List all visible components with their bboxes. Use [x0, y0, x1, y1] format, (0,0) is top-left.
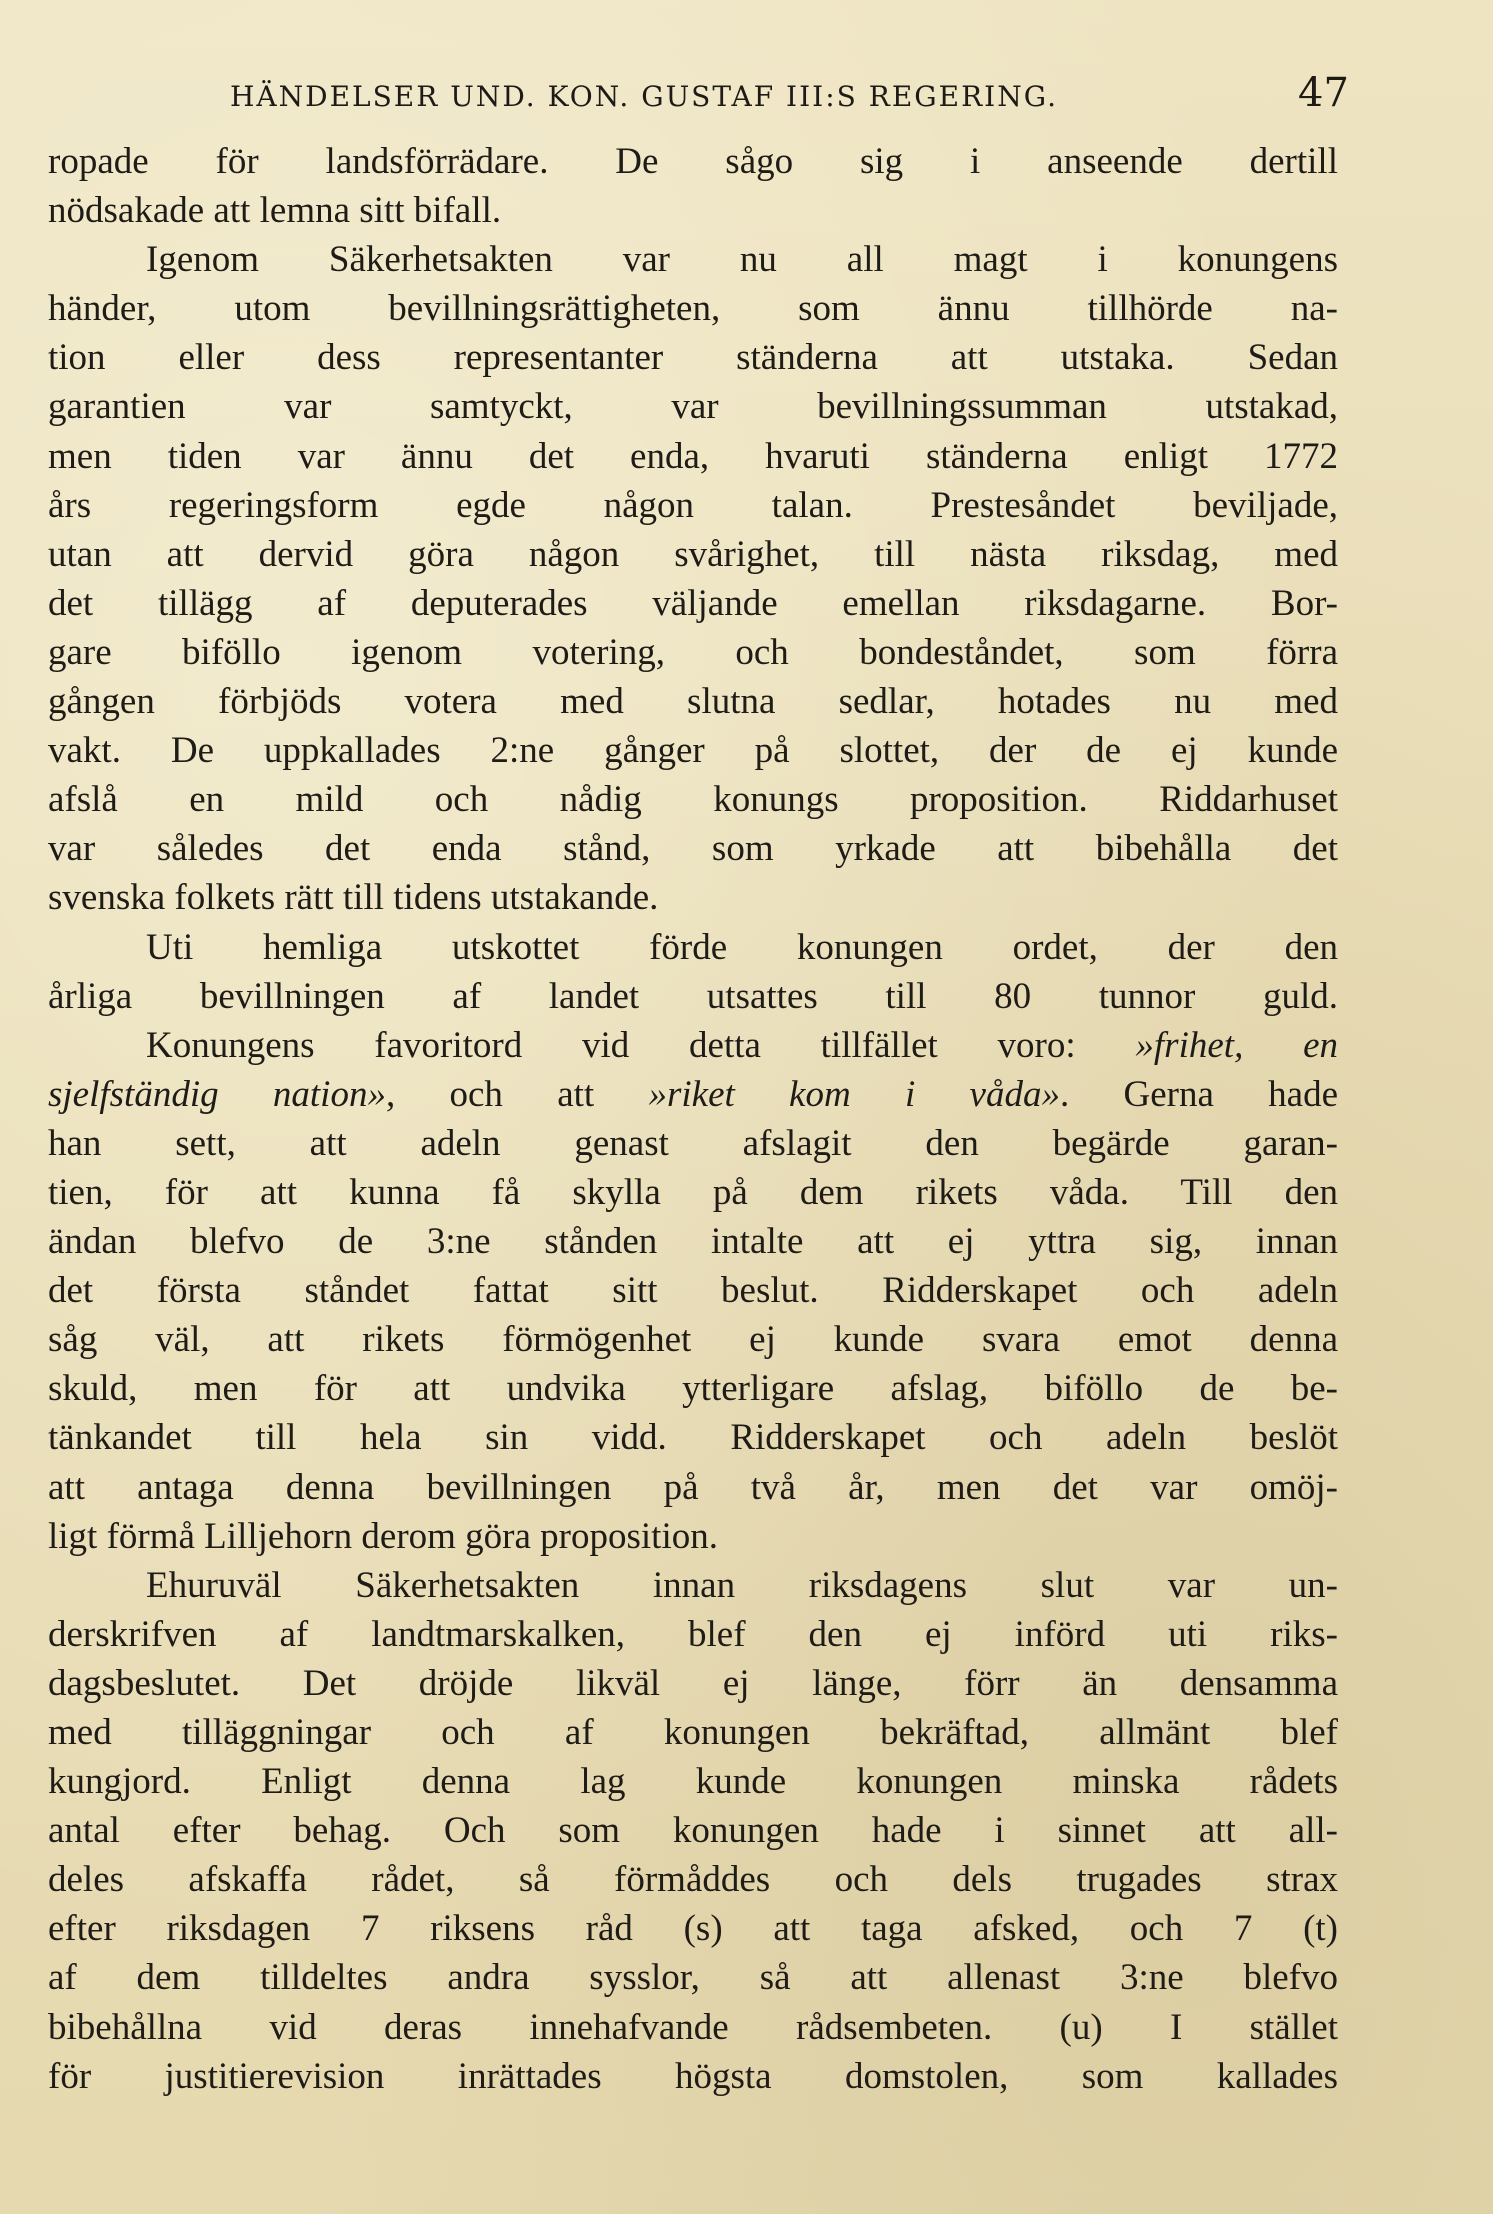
running-head	[48, 70, 1349, 130]
line-text: Uti hemliga utskottet förde konungen ordet, der den	[146, 926, 1338, 968]
line-text: ligt förmå Lilljehorn derom göra proposition.	[48, 1515, 718, 1557]
text-line	[48, 1953, 1338, 2002]
text-line	[48, 284, 1338, 333]
text-line	[48, 137, 1338, 186]
text-line	[48, 530, 1338, 579]
text-line	[48, 382, 1338, 431]
text-line	[48, 1855, 1338, 1904]
line-text: men tiden var ännu det enda, hvaruti ständerna enligt 1772	[48, 435, 1338, 477]
text-line	[48, 628, 1338, 677]
line-text: . Gerna hade	[1059, 1073, 1339, 1115]
line-text: ropade för landsförrädare. De sågo sig i anseende dertill	[48, 141, 1338, 182]
line-text: såg väl, att rikets förmögenhet ej kunde svara emot denna	[48, 1319, 1338, 1361]
line-text: tien, för att kunna få skylla på dem rikets våda. Till den	[48, 1171, 1338, 1213]
line-text: bibehållna vid deras innehafvande rådsembeten. (u) I stället	[48, 2006, 1338, 2048]
text-line	[48, 1119, 1338, 1168]
line-text: Igenom Säkerhetsakten var nu all magt i konungens	[146, 239, 1338, 281]
text-line	[48, 1070, 1338, 1119]
italic-text: »frihet, en	[1135, 1024, 1338, 1066]
text-line	[48, 1904, 1338, 1953]
line-text: Konungens favoritord vid detta tillfället voro:	[146, 1024, 1136, 1066]
text-line	[48, 972, 1338, 1021]
italic-text: sjelfständig nation»	[48, 1073, 386, 1115]
line-text: det tillägg af deputerades väljande emellan riksdagarne. Bor-	[48, 582, 1338, 624]
line-text: skuld, men för att undvika ytterligare afslag, biföllo de be-	[48, 1368, 1338, 1410]
line-text: tänkandet till hela sin vidd. Ridderskapet och adeln beslöt	[48, 1417, 1338, 1459]
line-text: han sett, att adeln genast afslagit den begärde garan-	[48, 1122, 1338, 1164]
text-line	[48, 1561, 1338, 1610]
text-line	[48, 775, 1338, 824]
line-text: af dem tilldeltes andra sysslor, så att allenast 3:ne blefvo	[48, 1957, 1338, 1999]
text-line	[48, 1168, 1338, 1217]
italic-text: »riket kom i våda»	[648, 1073, 1060, 1115]
line-text: det första ståndet fattat sitt beslut. Ridderskapet och adeln	[48, 1270, 1338, 1312]
line-text: årliga bevillningen af landet utsattes till 80 tunnor guld.	[48, 975, 1338, 1017]
line-text: Ehuruväl Säkerhetsakten innan riksdagens slut var un-	[146, 1564, 1338, 1606]
line-text: vakt. De uppkallades 2:ne gånger på slottet, der de ej kunde	[48, 730, 1338, 772]
text-line	[48, 726, 1338, 775]
line-text: tion eller dess representanter ständerna att utstaka. Sedan	[48, 337, 1338, 379]
body-text	[48, 137, 1338, 2101]
line-text: dagsbeslutet. Det dröjde likväl ej länge, förr än densamma	[48, 1662, 1338, 1704]
line-text: svenska folkets rätt till tidens utstakande.	[48, 877, 659, 919]
text-line	[48, 235, 1338, 284]
line-text: gare biföllo igenom votering, och bondeståndet, som förra	[48, 631, 1338, 673]
text-line	[48, 923, 1338, 972]
line-text: efter riksdagen 7 riksens råd (s) att taga afsked, och 7 (t)	[48, 1908, 1338, 1950]
text-line	[48, 1757, 1338, 1806]
line-text: att antaga denna bevillningen på två år, men det var omöj-	[48, 1466, 1338, 1508]
text-line	[48, 1413, 1338, 1462]
page-number: 47	[1298, 70, 1349, 116]
text-line	[48, 2003, 1338, 2052]
text-line	[48, 432, 1338, 481]
line-text: års regeringsform egde någon talan. Prestesåndet beviljade,	[48, 484, 1338, 526]
running-head-title: HÄNDELSER UND. KON. GUSTAF III:S REGERING.	[230, 80, 1058, 113]
text-line	[48, 1217, 1338, 1266]
text-line	[48, 1364, 1338, 1413]
text-line	[48, 579, 1338, 628]
text-line	[48, 2052, 1338, 2101]
line-text: , och att	[385, 1073, 649, 1115]
text-line	[48, 1610, 1338, 1659]
line-text: utan att dervid göra någon svårighet, till nästa riksdag, med	[48, 533, 1338, 575]
line-text: gången förbjöds votera med slutna sedlar, hotades nu med	[48, 681, 1338, 723]
line-text: med tilläggningar och af konungen bekräftad, allmänt blef	[48, 1712, 1338, 1753]
text-line	[48, 333, 1338, 382]
text-line	[48, 481, 1338, 530]
line-text: var således det enda stånd, som yrkade att bibehålla det	[48, 828, 1338, 870]
text-line	[48, 1708, 1338, 1757]
text-line	[48, 1266, 1338, 1315]
line-text: antal efter behag. Och som konungen hade i sinnet att all-	[48, 1810, 1338, 1852]
line-text: nödsakade att lemna sitt bifall.	[48, 190, 502, 232]
line-text: afslå en mild och nådig konungs proposition. Riddarhuset	[48, 779, 1338, 821]
line-text: deles afskaffa rådet, så förmåddes och dels trugades strax	[48, 1859, 1338, 1901]
line-text: händer, utom bevillningsrättigheten, som ännu tillhörde na-	[48, 288, 1338, 330]
text-line	[48, 1806, 1338, 1855]
line-text: kungjord. Enligt denna lag kunde konungen minska rådets	[48, 1761, 1338, 1803]
text-line	[48, 1512, 1338, 1561]
text-line	[48, 824, 1338, 873]
line-text: för justitierevision inrättades högsta domstolen, som kallades	[48, 2055, 1338, 2097]
line-text: ändan blefvo de 3:ne stånden intalte att ej yttra sig, innan	[48, 1221, 1338, 1263]
text-line	[48, 1659, 1338, 1708]
line-text: garantien var samtyckt, var bevillningssumman utstakad,	[48, 386, 1338, 428]
text-line	[48, 1315, 1338, 1364]
line-text: derskrifven af landtmarskalken, blef den ej införd uti riks-	[48, 1613, 1338, 1655]
text-line	[48, 873, 1338, 922]
text-line	[48, 677, 1338, 726]
text-line	[48, 1463, 1338, 1512]
text-line	[48, 1021, 1338, 1070]
text-line	[48, 186, 1338, 235]
